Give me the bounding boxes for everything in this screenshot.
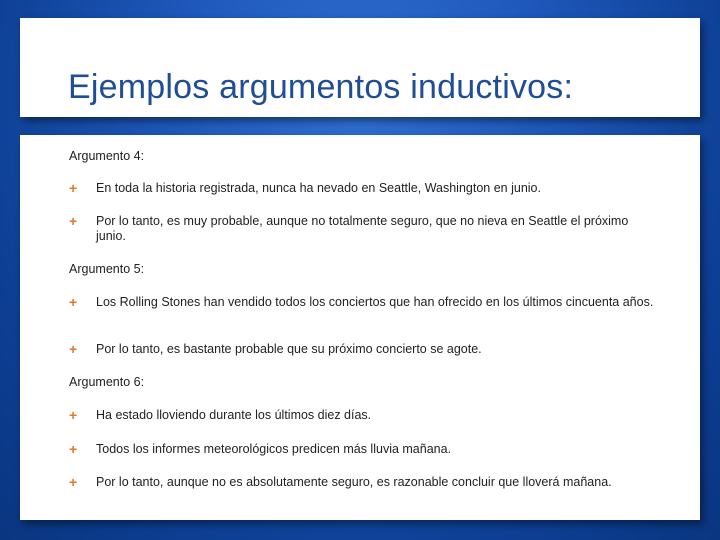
bullet-text: Ha estado lloviendo durante los últimos diez días. [96,408,372,422]
content-panel [20,135,700,520]
bullet-text: En toda la historia registrada, nunca ha nevado en Seattle, Washington en junio. [96,181,541,195]
argument-heading [69,375,144,390]
bullet-item [69,408,659,423]
plus-bullet-icon: + [69,474,78,490]
bullet-text: Los Rolling Stones han vendido todos los conciertos que han ofrecido en los últimos cincuenta años. [96,295,654,309]
bullet-text: Por lo tanto, es bastante probable que su próximo concierto se agote. [96,342,482,356]
bullet-item [69,295,659,310]
bullet-item [69,214,659,244]
plus-bullet-icon: + [69,341,78,357]
argument-heading-text: Argumento 6: [69,375,145,389]
bullet-item [69,181,659,196]
title-panel [20,18,700,117]
bullet-text: Por lo tanto, aunque no es absolutamente seguro, es razonable concluir que lloverá mañana. [96,475,612,489]
plus-bullet-icon: + [69,441,78,457]
argument-heading-text: Argumento 4: [69,149,145,163]
argument-heading [69,149,144,164]
bullet-item [69,342,659,357]
bullet-item [69,475,659,490]
argument-heading-text: Argumento 5: [69,262,145,276]
bullet-text: Todos los informes meteorológicos predicen más lluvia mañana. [96,442,452,456]
argument-heading [69,262,144,277]
bullet-text: Por lo tanto, es muy probable, aunque no totalmente seguro, que no nieva en Seattle el próximo junio. [96,214,629,243]
plus-bullet-icon: + [69,180,78,196]
plus-bullet-icon: + [69,294,78,310]
bullet-item [69,442,659,457]
plus-bullet-icon: + [69,407,78,423]
plus-bullet-icon: + [69,213,78,229]
slide-title: Ejemplos argumentos inductivos: [68,68,574,106]
